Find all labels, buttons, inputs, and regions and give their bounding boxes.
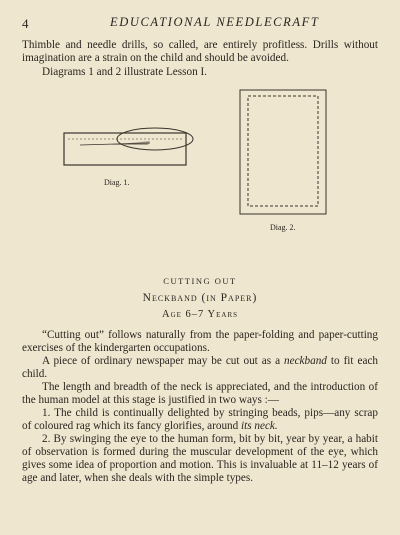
page-number: 4 <box>22 16 29 31</box>
diagram-2 <box>238 88 330 218</box>
running-title: EDUCATIONAL NEEDLECRAFT <box>110 15 320 29</box>
diagram-1 <box>60 125 195 170</box>
diagram-2-caption: Diag. 2. <box>270 223 296 232</box>
age-range: Age 6–7 Years <box>162 309 238 320</box>
section-heading: CUTTING OUT <box>163 276 237 286</box>
section-subheading: Neckband (in Paper) <box>142 292 258 304</box>
paragraph-1: “Cutting out” follows naturally from the paper-folding and paper-cutting exercises of the kindergarten occupations. <box>22 329 378 354</box>
intro-paragraph: Thimble and needle drills, so called, are entirely profitless. Drills without imagination are a strain on the child and should be avoided. <box>22 39 378 64</box>
diagram-reference: Diagrams 1 and 2 illustrate Lesson I. <box>42 66 207 78</box>
paragraph-4: 1. The child is continually delighted by stringing beads, pips—any scrap of coloured rag which its fancy glorifies, around its neck. <box>22 407 378 432</box>
diagram-1-caption: Diag. 1. <box>104 178 130 187</box>
paragraph-5: 2. By swinging the eye to the human form, bit by bit, year by year, a habit of observation is formed during the muscular development of the eye, which gives some idea of proportion and motion. This is invaluable at 11–12 years of age and later, when she deals with the simple types. <box>22 433 378 484</box>
paragraph-2: A piece of ordinary newspaper may be cut out as a neckband to fit each child. <box>22 355 378 380</box>
paragraph-3: The length and breadth of the neck is appreciated, and the introduction of the human model at this stage is justified in two ways :— <box>22 381 378 406</box>
